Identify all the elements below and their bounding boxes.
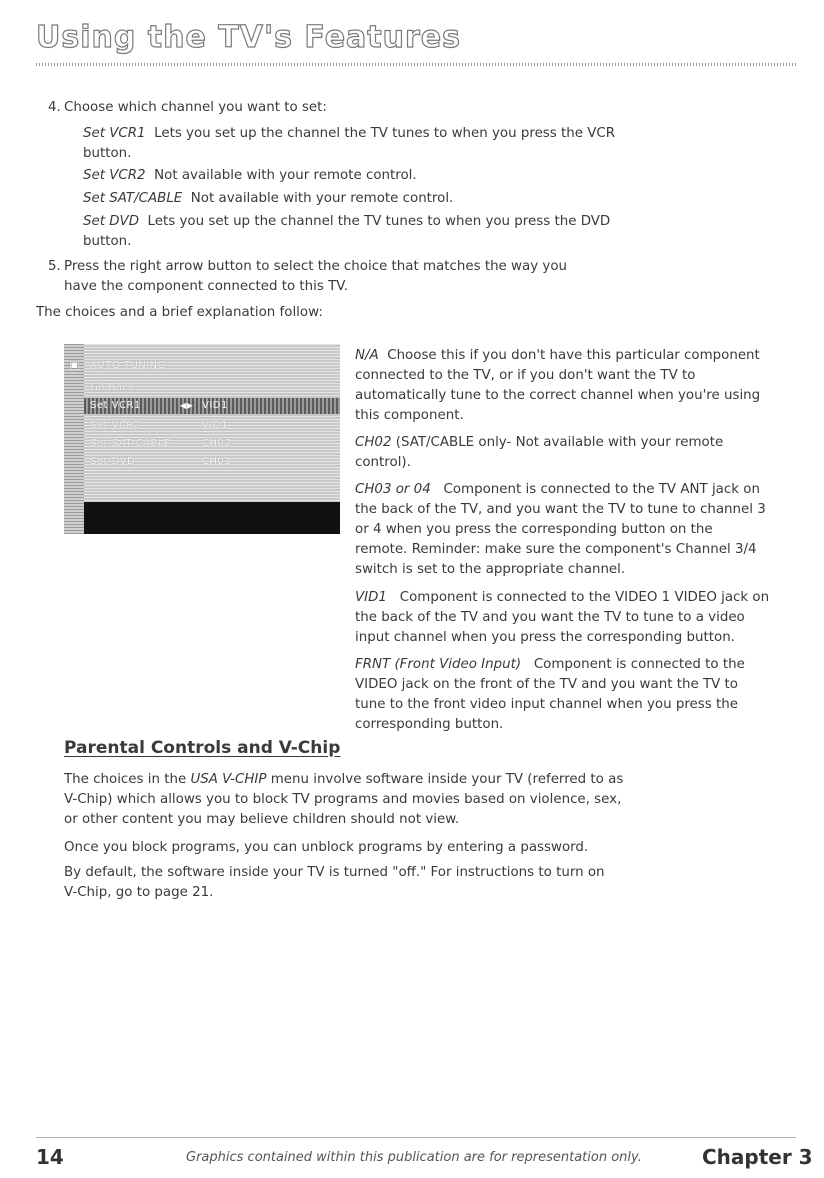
step-text: Choose which channel you want to set: — [64, 100, 327, 115]
chapter-label: Chapter 3 — [702, 1145, 813, 1169]
option-term: Set SAT/CABLE — [83, 191, 183, 206]
choice-line: Component is connected to the — [533, 657, 745, 672]
step-text: Press the right arrow button to select the choice that matches the way you — [64, 259, 567, 274]
step-text-cont: have the component connected to this TV. — [64, 279, 348, 294]
choice-line: remote. Reminder: make sure the component's Channel 3/4 — [355, 542, 757, 557]
menu-row-value: VID1 — [202, 400, 228, 411]
option-set-vcr1 — [83, 124, 683, 164]
menu-row-label: Set DVD — [90, 456, 136, 467]
left-right-arrows-icon: ◀▶ — [180, 401, 194, 410]
option-desc: Not available with your remote control. — [154, 168, 417, 183]
menu-row-label: Go Back — [90, 382, 135, 393]
menu-row-value: VID1 — [202, 420, 228, 431]
choice-line: Component is connected to the VIDEO 1 VIDEO jack on — [399, 590, 770, 605]
choice-line: tune to the front video input channel when you press the — [355, 697, 738, 712]
choice-line: Choose this if you don't have this particular component — [387, 348, 760, 363]
parental-paragraph-1 — [64, 770, 704, 830]
option-desc-cont: button. — [83, 234, 132, 249]
menu-row — [90, 360, 166, 371]
title-divider — [36, 63, 796, 66]
page-number: 14 — [36, 1145, 64, 1169]
para-text: The choices in the — [64, 772, 191, 787]
choice-line: Component is connected to the TV ANT jack on — [443, 482, 760, 497]
choice-term: FRNT (Front Video Input) — [355, 657, 522, 672]
menu-row-label: Set VCR2 — [90, 420, 141, 431]
para-text: V-Chip) which allows you to block TV programs and movies based on violence, sex, — [64, 792, 622, 807]
option-term: Set VCR2 — [83, 168, 146, 183]
menu-row-label: Set SAT/CABLE — [90, 438, 171, 449]
option-desc: Lets you set up the channel the TV tunes to when you press the VCR — [154, 126, 616, 141]
option-term: Set DVD — [83, 214, 140, 229]
choice-term: CH02 — [355, 435, 392, 450]
choice-term: N/A — [355, 348, 379, 363]
choice-line: this component. — [355, 408, 464, 423]
menu-side-strip — [64, 502, 84, 534]
menu-dark-area — [64, 502, 340, 534]
menu-row — [90, 456, 232, 467]
choice-ch03-04 — [355, 480, 795, 580]
parental-paragraph-2: Once you block programs, you can unblock programs by entering a password. — [64, 840, 589, 855]
choice-line: the back of the TV, and you want the TV to tune to channel 3 — [355, 502, 766, 517]
choice-line: VIDEO jack on the front of the TV and you want the TV to — [355, 677, 738, 692]
step-number: 4. — [48, 100, 61, 115]
choice-term: VID1 — [355, 590, 387, 605]
menu-row-selected — [84, 398, 340, 414]
step-4 — [48, 98, 684, 118]
footer-disclaimer: Graphics contained within this publication are for representation only. — [186, 1150, 642, 1165]
option-set-sat-cable — [83, 189, 683, 209]
choice-line: input channel when you press the corresponding button. — [355, 630, 735, 645]
option-desc-cont: button. — [83, 146, 132, 161]
choice-vid1 — [355, 588, 795, 648]
option-desc: Not available with your remote control. — [190, 191, 454, 206]
menu-row-label: AUTO TUNING — [90, 360, 166, 371]
menu-row — [90, 420, 228, 431]
parental-paragraph-3 — [64, 863, 704, 903]
choice-line: corresponding button. — [355, 717, 504, 732]
choice-ch02 — [355, 433, 795, 473]
para-text: menu involve software inside your TV (referred to as — [266, 772, 624, 787]
choice-line: control). — [355, 455, 411, 470]
page-title: Using the TV's Features — [36, 20, 461, 55]
menu-row-value: CH03 — [202, 456, 232, 467]
para-text: or other content you may believe children should not view. — [64, 812, 460, 827]
menu-row-value: CH02 — [202, 438, 232, 449]
menu-row — [90, 382, 135, 393]
menu-row-label: Set VCR1 — [90, 400, 141, 411]
step-5 — [48, 257, 684, 297]
choice-line: connected to the TV, or if you don't want the TV to — [355, 368, 696, 383]
footer-divider — [36, 1137, 796, 1138]
option-set-dvd — [83, 212, 683, 252]
choice-line: the back of the TV and you want the TV to tune to a video — [355, 610, 745, 625]
option-set-vcr2 — [83, 166, 683, 186]
choice-term: CH03 or 04 — [355, 482, 431, 497]
option-desc: Lets you set up the channel the TV tunes to when you press the DVD — [147, 214, 611, 229]
choice-line: automatically tune to the correct channel when you're using — [355, 388, 761, 403]
choice-line: or 4 when you press the corresponding button on the — [355, 522, 713, 537]
para-text: V-Chip, go to page 21. — [64, 885, 214, 900]
choice-line: (SAT/CABLE only- Not available with your remote — [395, 435, 724, 450]
menu-name: USA V-CHIP — [190, 772, 267, 787]
step-number: 5. — [48, 259, 61, 274]
section-heading-parental-controls: Parental Controls and V-Chip — [64, 738, 341, 758]
choices-intro: The choices and a brief explanation follow: — [36, 305, 323, 320]
choice-line: switch is set to the appropriate channel. — [355, 562, 626, 577]
option-term: Set VCR1 — [83, 126, 146, 141]
choice-frnt — [355, 655, 795, 735]
tv-menu-icon: ▣ — [69, 358, 80, 371]
para-text: By default, the software inside your TV is turned "off." For instructions to turn on — [64, 865, 605, 880]
tv-menu-screenshot — [64, 344, 340, 534]
menu-row — [90, 438, 232, 449]
choice-na — [355, 346, 795, 426]
